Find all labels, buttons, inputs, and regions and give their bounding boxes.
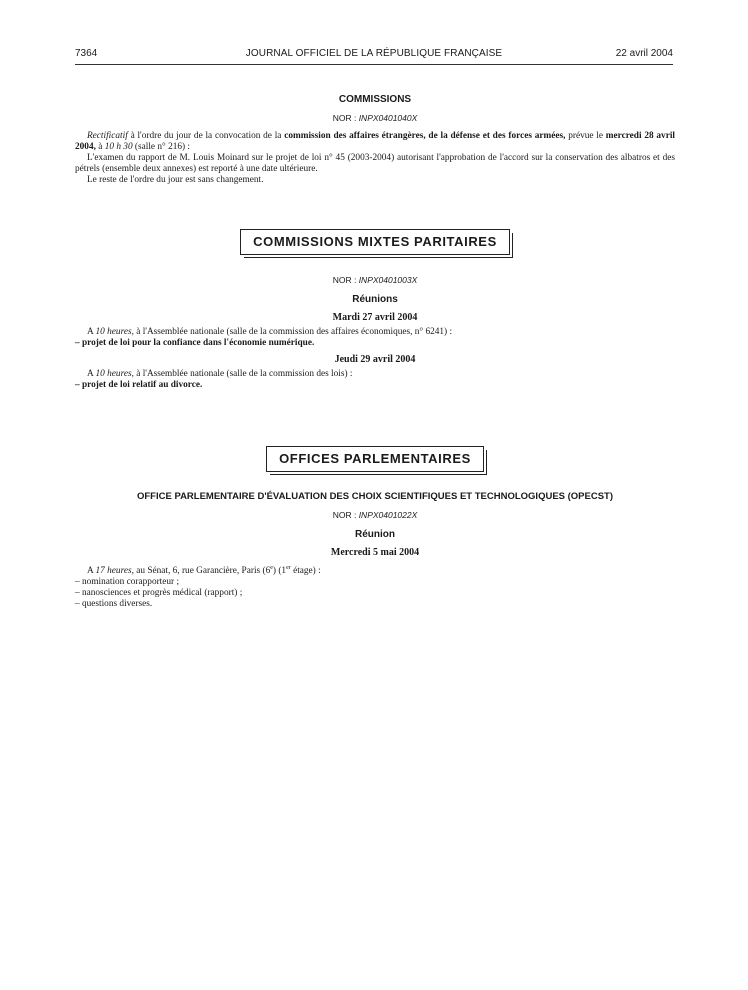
- text-span: A: [87, 369, 96, 379]
- cmp-box-title: COMMISSIONS MIXTES PARITAIRES: [240, 229, 510, 255]
- commissions-nor: [75, 113, 675, 123]
- nor-code: INPX0401003X: [358, 275, 418, 285]
- cmp-day-1: Mardi 27 avril 2004: [332, 312, 418, 323]
- offices-box-wrap: [75, 446, 675, 472]
- nor-code: INPX0401022X: [358, 510, 418, 520]
- nor-prefix: NOR :: [332, 275, 359, 285]
- cmp-day-1-line: [75, 327, 675, 338]
- cmp-box-wrap: [75, 229, 675, 255]
- text-span: à l'ordre du jour de la convocation de la: [127, 131, 285, 141]
- superscript: er: [286, 565, 291, 571]
- nor-prefix: NOR :: [332, 113, 359, 123]
- text-span: au Sénat, 6, rue Garancière, Paris (6: [133, 566, 271, 577]
- offices-item: – nomination corapporteur ;: [75, 577, 180, 588]
- meeting-date: mercredi 28 avril 2004,: [75, 131, 675, 152]
- cmp-day-2-line: [75, 369, 675, 380]
- text-span: ) (1: [272, 566, 287, 577]
- text-span: à l'Assemblée nationale (salle de la commission des affaires économiques, n° 6241) :: [133, 327, 453, 337]
- meeting-time: 10 h 30: [104, 142, 133, 152]
- text-span: (salle n° 216) :: [132, 142, 191, 152]
- superscript: e: [270, 565, 273, 571]
- time: 17 heures,: [95, 566, 134, 577]
- cmp-day-1-item: – projet de loi pour la confiance dans l'économie numérique.: [75, 338, 315, 348]
- text-span: A: [87, 566, 96, 577]
- journal-title: JOURNAL OFFICIEL DE LA RÉPUBLIQUE FRANÇAISE: [245, 48, 503, 59]
- page-number: 7364: [75, 48, 98, 59]
- offices-day: Mercredi 5 mai 2004: [330, 547, 420, 558]
- commissions-heading: COMMISSIONS: [338, 94, 412, 105]
- page-header: [75, 44, 673, 62]
- commissions-section: [75, 94, 675, 186]
- offices-nor: [75, 510, 675, 520]
- commissions-paragraph-1: [75, 131, 675, 153]
- text-span: A: [87, 327, 96, 337]
- cmp-section: [75, 229, 675, 391]
- offices-day-line: [75, 563, 675, 577]
- cmp-day-2-item: – projet de loi relatif au divorce.: [75, 380, 203, 390]
- offices-box-title: OFFICES PARLEMENTAIRES: [266, 446, 484, 472]
- commission-name: commission des affaires étrangères, de la défense et des forces armées,: [284, 131, 566, 141]
- offices-item: – questions diverses.: [75, 599, 153, 610]
- cmp-day-2: Jeudi 29 avril 2004: [334, 354, 416, 365]
- header-date: 22 avril 2004: [615, 48, 673, 59]
- offices-item: – nanosciences et progrès médical (rapport) ;: [75, 588, 243, 599]
- commissions-paragraph-3: Le reste de l'ordre du jour est sans changement.: [87, 175, 264, 185]
- nor-code: INPX0401040X: [358, 113, 418, 123]
- cmp-nor: [75, 275, 675, 285]
- offices-section: [75, 446, 675, 610]
- cmp-reunions-heading: Réunions: [352, 294, 398, 305]
- nor-prefix: NOR :: [332, 510, 359, 520]
- time: 10 heures,: [95, 369, 134, 379]
- text-span: prévue le: [565, 131, 606, 141]
- rectificatif-label: Rectificatif: [87, 131, 128, 141]
- commissions-paragraph-2: L'examen du rapport de M. Louis Moinard sur le projet de loi n° 45 (2003-2004) autorisant l'approbation de l'accord sur la conservation des albatros et des pétrels (ensemble deux annexes) est reporté à une date ultérieure.: [75, 153, 675, 174]
- text-span: à: [95, 142, 105, 152]
- header-rule: [75, 64, 673, 65]
- office-heading: OFFICE PARLEMENTAIRE D'ÉVALUATION DES CHOIX SCIENTIFIQUES ET TECHNOLOGIQUES (OPECST): [136, 491, 614, 502]
- text-span: étage) :: [290, 566, 321, 577]
- time: 10 heures,: [95, 327, 134, 337]
- text-span: à l'Assemblée nationale (salle de la commission des lois) :: [133, 369, 353, 379]
- offices-reunion-heading: Réunion: [355, 529, 395, 540]
